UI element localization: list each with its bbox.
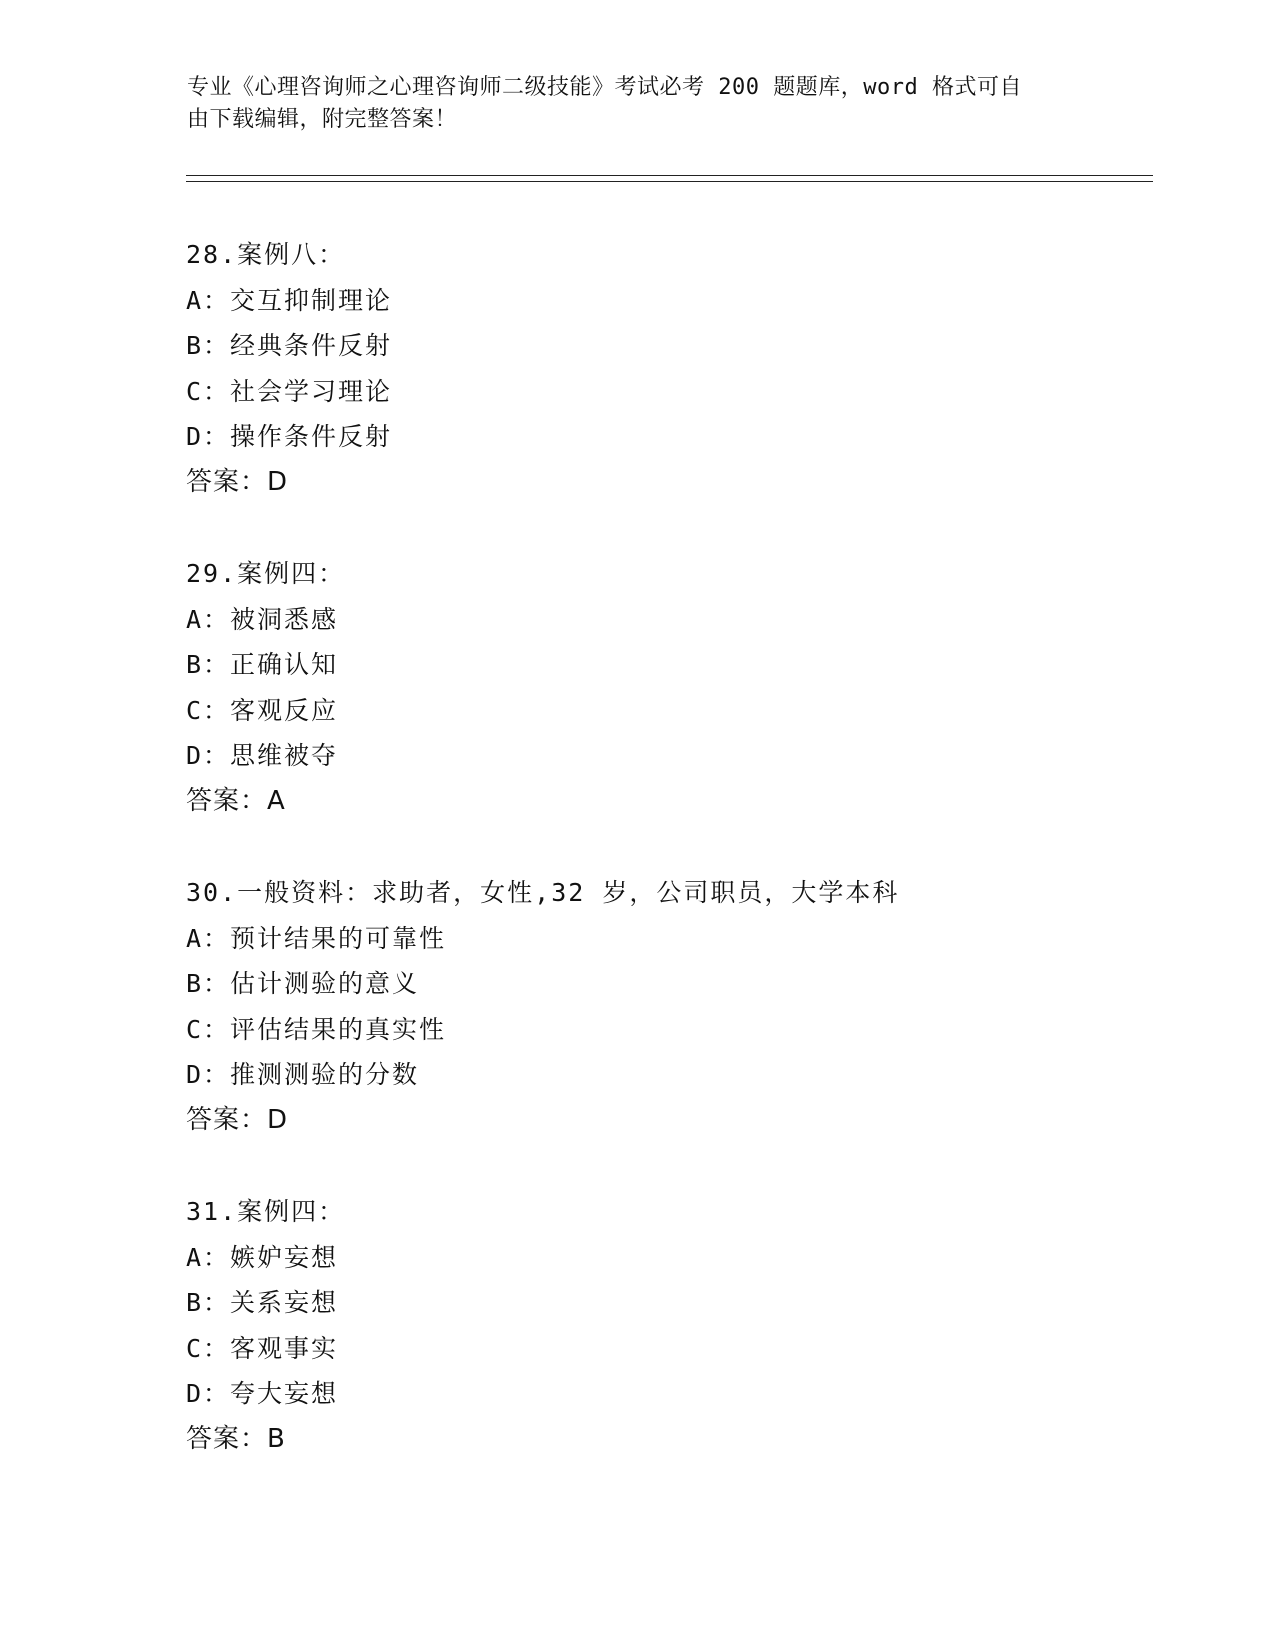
header-line-1: 专业《心理咨询师之心理咨询师二级技能》考试必考 200 题题库，word 格式可自 — [187, 75, 1022, 100]
header-divider-top — [186, 175, 1153, 176]
answer-text: 答案：D — [186, 466, 289, 497]
option-b: B：估计测验的意义 — [186, 969, 420, 998]
option-d: D：思维被夺 — [186, 741, 339, 770]
option-c: C：社会学习理论 — [186, 376, 393, 406]
question-stem: 31.案例四： — [186, 1197, 346, 1226]
question-stem: 29.案例四： — [186, 559, 346, 588]
answer-text: 答案：B — [186, 1423, 286, 1454]
option-b: B：经典条件反射 — [186, 331, 393, 360]
option-a: A：被洞悉感 — [186, 604, 339, 634]
document-header — [187, 72, 1067, 136]
option-a: A：交互抑制理论 — [186, 285, 393, 315]
option-d: D：夸大妄想 — [186, 1379, 339, 1408]
question-block — [186, 232, 1146, 505]
question-stem: 30.一般资料：求助者，女性,32 岁，公司职员，大学本科 — [186, 878, 900, 907]
option-b: B：正确认知 — [186, 650, 339, 679]
header-line-2: 由下载编辑，附完整答案！ — [187, 107, 458, 132]
option-c: C：客观事实 — [186, 1333, 339, 1363]
option-a: A：预计结果的可靠性 — [186, 923, 447, 953]
option-d: D：推测测验的分数 — [186, 1060, 420, 1089]
question-block — [186, 1189, 1146, 1462]
option-b: B：关系妄想 — [186, 1288, 339, 1317]
question-block — [186, 870, 1146, 1143]
question-block — [186, 551, 1146, 824]
question-stem: 28.案例八： — [186, 240, 346, 269]
option-c: C：客观反应 — [186, 695, 339, 725]
option-d: D：操作条件反射 — [186, 422, 393, 451]
answer-text: 答案：D — [186, 1104, 289, 1135]
option-c: C：评估结果的真实性 — [186, 1014, 447, 1044]
header-divider-bottom — [186, 181, 1153, 182]
answer-text: 答案：A — [186, 785, 286, 816]
option-a: A：嫉妒妄想 — [186, 1242, 339, 1272]
